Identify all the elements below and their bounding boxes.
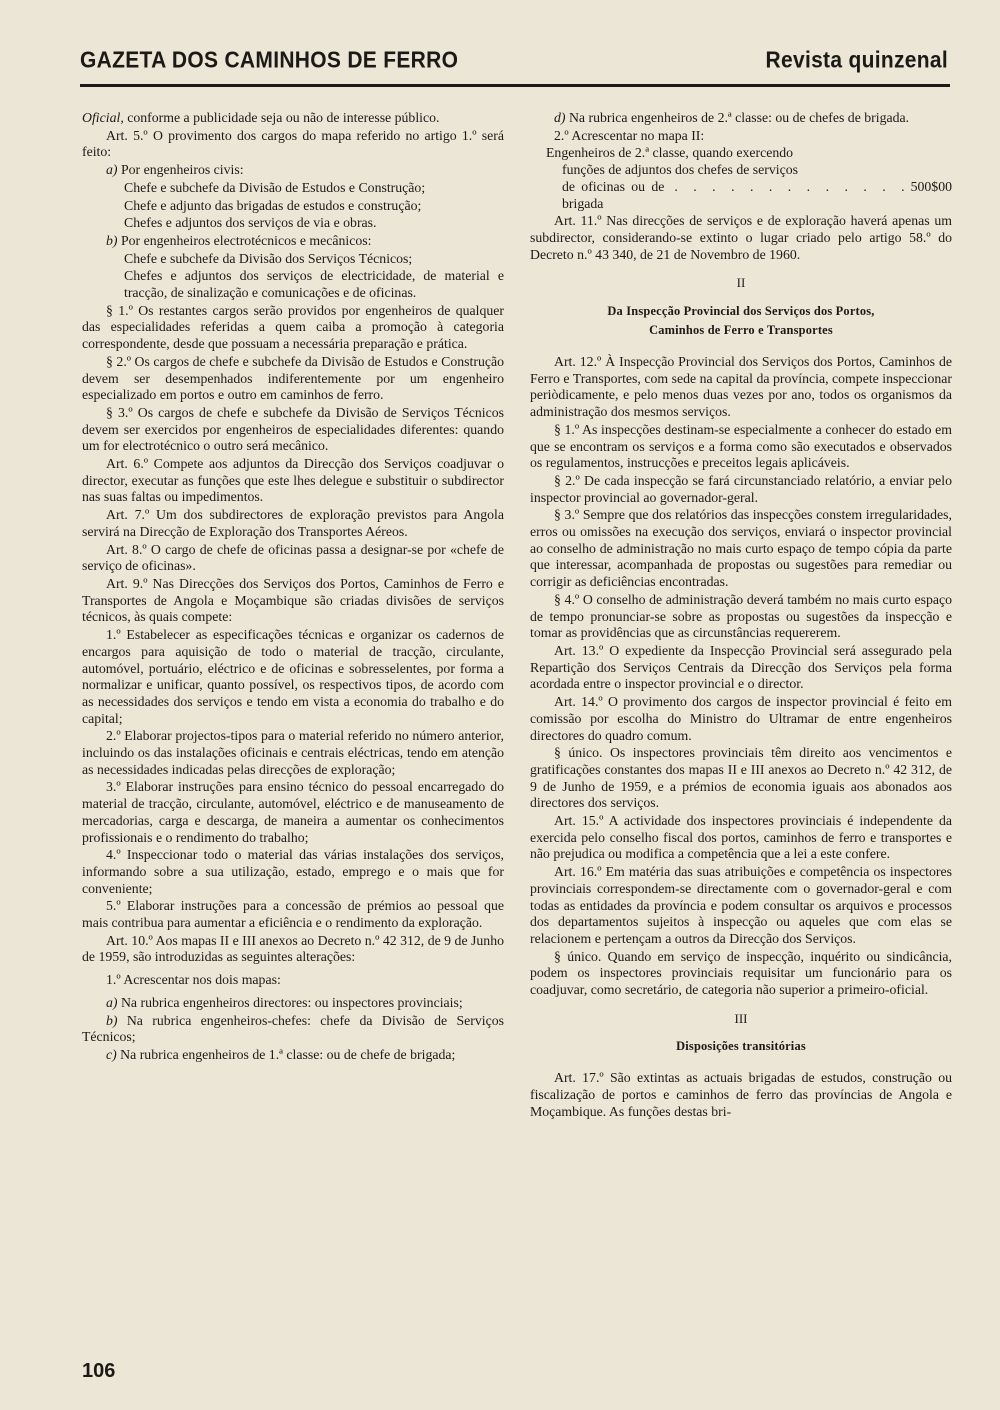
- paragraph: Art. 13.º O expediente da Inspecção Provincial será assegurado pela Repartição dos Serviços Centrais da Direcção dos Serviços pela forma acordada entre o inspector provincial e o director.: [530, 642, 952, 692]
- text-run: conforme a publicidade seja ou não de interesse público.: [123, 110, 440, 125]
- paragraph: Art. 14.º O provimento dos cargos de inspector provincial é feito em comissão por escolha do Ministro do Ultramar de entre engenheiros directores do quadro comum.: [530, 694, 952, 743]
- paragraph: Art. 8.º O cargo de chefe de oficinas passa a designar-se por «chefe de serviço de oficinas».: [82, 541, 504, 574]
- text-run: Na rubrica engenheiros de 1.ª classe: ou de chefe de brigada;: [116, 1046, 456, 1062]
- italic-run: Oficial,: [82, 110, 124, 125]
- section-heading-line: Caminhos de Ferro e Transportes: [649, 323, 833, 338]
- paragraph: Art. 15.º A actividade dos inspectores provinciais é independente da exercida pelo conselho fiscal dos portos, caminhos de ferro e transportes e não prejudica ou modifica a competência que a lei a este confere.: [530, 813, 952, 862]
- text-run: Na rubrica engenheiros directores: ou inspectores provinciais;: [117, 994, 463, 1010]
- item-label: d): [554, 110, 566, 125]
- section-numeral: III: [734, 1010, 748, 1026]
- text-run: Por engenheiros electrotécnicos e mecânicos:: [117, 232, 372, 248]
- item-label: c): [106, 1046, 117, 1062]
- paragraph: § 2.º Os cargos de chefe e subchefe da Divisão de Estudos e Construção devem ser desempenhados indiferentemente por um engenheiro especializado em portos e outro em caminhos de ferro.: [82, 353, 504, 403]
- paragraph: § 1.º As inspecções destinam-se especialmente a conhecer do estado em que se encontram os serviços e a forma como são executados e observados os regulamentos, instrucções e preceitos legais aplicáveis.: [530, 421, 952, 471]
- paragraph: Art. 9.º Nas Direcções dos Serviços dos Portos, Caminhos de Ferro e Transportes de Angola e Moçambique são criadas divisões de serviços técnicos, às quais compete:: [82, 575, 504, 625]
- paragraph: § único. Os inspectores provinciais têm direito aos vencimentos e gratificações constantes dos mapas II e III anexos ao Decreto n.º 42 312, de 9 de Junho de 1959, e a prémios de economia iguais aos abonados aos directores dos serviços.: [530, 745, 952, 811]
- paragraph: § 2.º De cada inspecção se fará circunstanciado relatório, a enviar pelo inspector provincial ao governador-geral.: [530, 472, 952, 505]
- list-item: Chefes e adjuntos dos serviços de via e obras.: [124, 215, 377, 231]
- text-run: Por engenheiros civis:: [117, 162, 244, 178]
- paragraph: 3.º Elaborar instruções para ensino técnico do pessoal encarregado do material de tracção, circulante, automóvel, eléctrico e de manuseamento de mercadorias, carga e descarga, de maneira a aumentar os conhecimentos profissionais e o rendimento do trabalho;: [82, 779, 504, 845]
- paragraph: § único. Quando em serviço de inspecção, inquérito ou sindicância, podem os inspectores provinciais requisitar um funcionário para os coadjuvar, como secretário, de categoria não superior a primeiro-oficial.: [530, 948, 952, 998]
- paragraph: [82, 233, 504, 250]
- paragraph: [82, 1013, 504, 1046]
- table-row: [530, 162, 952, 179]
- publication-subtitle: Revista quinzenal: [765, 47, 948, 74]
- list-item: Chefes e adjuntos dos serviços de electricidade, de material e tracção, de sinalização e comunicações e de oficinas.: [124, 268, 504, 301]
- paragraph: [530, 110, 952, 127]
- paragraph: Art. 10.º Aos mapas II e III anexos ao Decreto n.º 42 312, de 9 de Junho de 1959, são introduzidas as seguintes alterações:: [82, 932, 504, 965]
- list-item: Chefe e subchefe da Divisão dos Serviços Técnicos;: [124, 250, 413, 266]
- section-heading: Disposições transitórias: [676, 1039, 806, 1054]
- paragraph: Art. 16.º Em matéria das suas atribuições e competência os inspectores provinciais correspondem-se directamente com o governador-geral e com todas as entidades da província e podem consultar os arquivos e processos dos departamentos sujeitos à inspecção ou aqueles que com elas se relacionem e pertençam a outros da Direcção dos Serviços.: [530, 864, 952, 946]
- item-label: a): [106, 162, 118, 178]
- masthead: [80, 42, 948, 80]
- item-label: b): [106, 1012, 118, 1028]
- table-amount: 500$00: [910, 178, 952, 194]
- item-label: a): [106, 994, 118, 1010]
- paragraph: Art. 17.º São extintas as actuais brigadas de estudos, construção ou fiscalização de portos e caminhos de ferro das províncias de Angola e Moçambique. As funções destas bri-: [530, 1070, 952, 1119]
- paragraph: § 3.º Sempre que dos relatórios das inspecções constem irregularidades, erros ou omissões na execução dos serviços, enviará o inspector provincial ao conselho de administração no mais curto espaço de tempo cópia da parte que interessar, acompanhada de propostas ou sugestões para remediar ou corrigir as deficiências encontradas.: [530, 507, 952, 590]
- list-item: Chefe e subchefe da Divisão de Estudos e Construção;: [124, 179, 426, 195]
- paragraph: Art. 6.º Compete aos adjuntos da Direcção dos Serviços coadjuvar o director, executar as funções que este lhes delegue e substituir o subdirector nas suas faltas ou impedimentos.: [82, 456, 504, 505]
- item-label: b): [106, 232, 118, 248]
- paragraph: 1.º Acrescentar nos dois mapas:: [106, 972, 281, 988]
- paragraph: § 3.º Os cargos de chefe e subchefe da Divisão de Serviços Técnicos devem ser exercidos por engenheiros de especialidades diferentes: quando um for electrotécnico o outro será mecânico.: [82, 404, 504, 454]
- text-run: Na rubrica engenheiros de 2.ª classe: ou de chefes de brigada.: [565, 110, 910, 125]
- paragraph: § 1.º Os restantes cargos serão providos por engenheiros de qualquer das especialidades referidas a quem caiba a promoção à categoria correspondente, desde que possuam a necessária preparação e prática.: [82, 302, 504, 352]
- salary-table: [530, 145, 952, 212]
- paragraph: [82, 1047, 504, 1064]
- table-cell: funções de adjuntos dos chefes de serviços: [562, 162, 799, 178]
- paragraph: Art. 7.º Um dos subdirectores de exploração previstos para Angola servirá na Direcção de Exploração dos Transportes Aéreos.: [82, 507, 504, 539]
- paragraph: Art. 5.º O provimento dos cargos do mapa referido no artigo 1.º será feito:: [82, 127, 504, 160]
- paragraph: 1.º Estabelecer as especificações técnicas e organizar os cadernos de encargos para aquisição de todo o material de tracção, circulante, automóvel, portuário, eléctrico e de oficinas e sobresselentes, por forma a normalizar e unificar, quanto possível, os respectivos tipos, de acordo com as necessidades dos serviços e tendo em vista a economia do trabalho e do capital;: [82, 627, 504, 726]
- section-heading: [530, 302, 952, 340]
- header-rule: [80, 84, 950, 87]
- leader-dots: . . . . . . . . . . . . .: [674, 178, 911, 194]
- paragraph: Art. 11.º Nas direcções de serviços e de exploração haverá apenas um subdirector, considerando-se extinto o lugar criado pelo artigo 58.º do Decreto n.º 43 340, de 21 de Novembro de 1960.: [530, 213, 952, 262]
- publication-title: GAZETA DOS CAMINHOS DE FERRO: [80, 47, 459, 74]
- paragraph: § 4.º O conselho de administração deverá também no mais curto espaço de tempo pronunciar-se sobre as propostas ou sugestões da inspecção e tomar as providências que as circunstâncias requererem.: [530, 591, 952, 641]
- right-column: [530, 110, 952, 1122]
- paragraph: [82, 162, 504, 179]
- paragraph: 4.º Inspeccionar todo o material das várias instalações dos serviços, informando sobre a sua utilização, estado, emprego e o mais que for conveniente;: [82, 847, 504, 896]
- page-number: 106: [82, 1360, 116, 1382]
- paragraph: 5.º Elaborar instruções para a concessão de prémios ao pessoal que mais contribua para aumentar a eficiência e o rendimento da exploração.: [82, 898, 504, 931]
- section-numeral: II: [736, 275, 746, 291]
- paragraph: 2.º Elaborar projectos-tipos para o material referido no número anterior, incluindo os das instalações oficinais e centrais eléctricas, tendo em atenção as necessidades indicadas pelas direcções de exploração;: [82, 728, 504, 777]
- table-cell: Engenheiros de 2.ª classe, quando exercendo: [546, 145, 794, 161]
- section-heading-line: Da Inspecção Provincial dos Serviços dos Portos,: [607, 304, 875, 319]
- table-row: [530, 145, 952, 162]
- paragraph: [82, 995, 504, 1012]
- table-cell: de oficinas ou de brigada: [562, 178, 665, 211]
- table-row: [530, 179, 952, 212]
- text-run: Na rubrica engenheiros-chefes: chefe da Divisão de Serviços Técnicos;: [82, 1012, 504, 1045]
- paragraph: Art. 12.º À Inspecção Provincial dos Serviços dos Portos, Caminhos de Ferro e Transportes, com sede na capital da província, compete inspeccionar periòdicamente, e pelo menos duas vezes por ano, todos os organismos da administração dos mesmos serviços.: [530, 354, 952, 420]
- paragraph: 2.º Acrescentar no mapa II:: [554, 127, 705, 143]
- left-column: [82, 110, 504, 1065]
- paragraph: [82, 110, 504, 127]
- list-item: Chefe e adjunto das brigadas de estudos e construção;: [124, 197, 422, 213]
